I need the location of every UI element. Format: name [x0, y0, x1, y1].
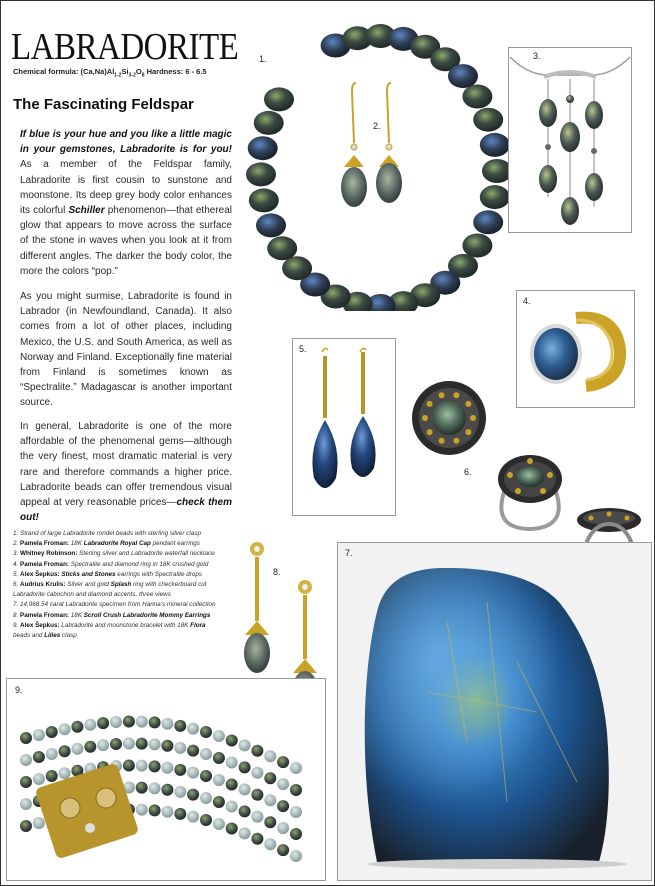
bracelet-bead: [239, 739, 251, 751]
bracelet-bead: [187, 723, 199, 735]
bracelet-bead: [174, 786, 186, 798]
bracelet-bead: [149, 782, 161, 794]
bracelet-bead: [161, 806, 173, 818]
gold-bead: [422, 415, 428, 421]
bracelet-bead: [200, 814, 212, 826]
bracelet-bead: [213, 818, 225, 830]
paragraph-3: In general, Labradorite is one of the more affordable of the phenomenal gems—although the very finest, most dramatic material is very rare and therefore commands a higher price. Labradorite beads can offer tremendous visual appeal at very reasonable prices—check them out!: [20, 421, 232, 524]
gold-bead: [465, 401, 471, 407]
caption-item: 8. Pamela Froman: 18K Scroll Crush Labradorite Mommy Earrings: [13, 611, 211, 619]
bracelet-bead: [97, 717, 109, 729]
waterfall-necklace-image: [508, 47, 632, 233]
hardness-label: Hardness: 6 - 6.5: [146, 67, 207, 76]
bracelet-bead: [161, 740, 173, 752]
bracelet-bead: [226, 735, 238, 747]
bead: [448, 64, 478, 88]
bead: [267, 236, 297, 260]
bracelet-bead: [84, 719, 96, 731]
bead: [249, 188, 279, 212]
bracelet-bead: [277, 778, 289, 790]
bracelet-bead: [264, 838, 276, 850]
bracelet-bead: [174, 808, 186, 820]
caption-item: 2. Pamela Froman: 18K Labradorite Royal Cap pendant earrings: [13, 540, 200, 548]
caption-item: 1. Strand of large Labradorite rondel beads with sterling silver clasp: [13, 530, 201, 537]
bracelet-bead: [136, 782, 148, 794]
bead: [462, 85, 492, 109]
bracelet-bead: [226, 779, 238, 791]
caption-item: beads and Lilies clasp: [13, 632, 77, 640]
bracelet-bead: [239, 827, 251, 839]
bracelet-bead: [123, 716, 135, 728]
gold-bead: [439, 392, 445, 398]
bead: [282, 256, 312, 280]
bracelet-bead: [251, 767, 263, 779]
bracelet-bead: [226, 801, 238, 813]
bracelet-bead: [213, 774, 225, 786]
caption-item: 5. Alex Šepkus: Sticks and Stones earrings with Spectralite drops: [13, 570, 203, 578]
caption-list: [13, 529, 263, 641]
bracelet-bead: [20, 754, 32, 766]
bracelet-bead: [33, 729, 45, 741]
bracelet-bead: [213, 752, 225, 764]
figure-number-9: 9.: [15, 685, 23, 695]
caption-item: 7. 14,968.54 carat Labradorite specimen from Hanna’s mineral collection: [13, 601, 216, 609]
gold-bead: [465, 429, 471, 435]
bracelet-bead: [187, 745, 199, 757]
caption-item: 9. Alex Šepkus: Labradorite and moonstone bracelet with 18K Flora: [13, 621, 206, 629]
bead: [264, 87, 294, 111]
figure-number-1: 1.: [259, 54, 267, 64]
bracelet-bead: [33, 773, 45, 785]
bracelet-bead: [251, 789, 263, 801]
bracelet-bead: [290, 806, 302, 818]
figure-number-5: 5.: [299, 344, 307, 354]
bracelet-bead: [213, 730, 225, 742]
bead: [462, 234, 492, 258]
bracelet-bead: [71, 743, 83, 755]
bracelet-bead: [187, 811, 199, 823]
bracelet-bead: [46, 748, 58, 760]
figure-number-4: 4.: [523, 296, 531, 306]
bead: [480, 133, 510, 157]
bracelet-bead: [174, 742, 186, 754]
splash-ring-angle-view: [485, 449, 575, 533]
bracelet-bead: [187, 767, 199, 779]
bracelet-bead: [251, 833, 263, 845]
bracelet-bead: [149, 716, 161, 728]
gold-bead: [453, 438, 459, 444]
caption-item: 4. Pamela Froman: Spectralite and diamond ring in 18K crushed gold: [13, 560, 209, 568]
bracelet-bead: [71, 721, 83, 733]
bracelet-bead: [136, 716, 148, 728]
bracelet-bead: [110, 738, 122, 750]
bracelet-bead: [200, 748, 212, 760]
labradorite-specimen-image: [337, 542, 652, 881]
bracelet-bead: [239, 783, 251, 795]
bracelet-bead: [251, 745, 263, 757]
gold-bead: [427, 429, 433, 435]
bracelet-bead: [149, 738, 161, 750]
bracelet-bead: [264, 772, 276, 784]
royal-cap-earrings-image: [336, 79, 426, 219]
bracelet-bead: [59, 767, 71, 779]
gold-bead: [453, 392, 459, 398]
bracelet-bead: [161, 762, 173, 774]
bracelet-bead: [239, 805, 251, 817]
figure-number-8: 8.: [273, 567, 281, 577]
bracelet-bead: [33, 751, 45, 763]
bracelet-bead: [110, 716, 122, 728]
bracelet-bead: [277, 822, 289, 834]
bracelet-bead: [46, 726, 58, 738]
bracelet-bead: [290, 850, 302, 862]
bracelet-bead: [136, 738, 148, 750]
caption-item: 6. Audrius Krulis: Silver and gold Splash ring with checkerboard cut: [13, 581, 207, 589]
bead: [256, 213, 286, 237]
bracelet-bead: [187, 789, 199, 801]
sticks-stones-earrings-image: [292, 338, 396, 516]
figure-number-2: 2.: [373, 121, 381, 131]
bracelet-bead: [97, 739, 109, 751]
bracelet-bead: [277, 756, 289, 768]
bead: [473, 210, 503, 234]
bracelet-bead: [290, 828, 302, 840]
bracelet-bead: [174, 720, 186, 732]
splash-ring-top-view: [409, 377, 489, 459]
bracelet-bead: [226, 823, 238, 835]
bracelet-bead: [20, 732, 32, 744]
bracelet-bead: [226, 757, 238, 769]
bead: [480, 185, 510, 209]
figure-number-3: 3.: [533, 51, 541, 61]
bead: [248, 136, 278, 160]
bracelet-bead: [290, 762, 302, 774]
paragraph-1: If blue is your hue and you like a little magic in your gemstones, Labradorite is for you! As a member of the Feldspar family, Labradorite is first cousin to sunstone and moonstone. Its deep grey body color enhances its colorful Schiller phenomenon—that ethereal glow that appears to move across the surface of the stone in waves when you look at it from different angles. The darker the body color, the more the colors “pop.”: [20, 129, 232, 277]
bracelet-bead: [264, 816, 276, 828]
bracelet-bead: [59, 723, 71, 735]
gold-bead: [470, 415, 476, 421]
bracelet-bead: [200, 792, 212, 804]
article-subtitle: The Fascinating Feldspar: [13, 96, 194, 113]
caption-item: Labradorite cabochon and diamond accents, three views: [13, 591, 171, 599]
chemical-formula: Chemical formula: $(Ca,Na)Al_{1-2}Si_{3-2}O_8$ Hardness: 6 - 6.5: [13, 67, 207, 79]
bead: [473, 108, 503, 132]
bracelet-bead: [161, 718, 173, 730]
bracelet-bead: [239, 761, 251, 773]
gold-bead: [427, 401, 433, 407]
spectralite-ring-image: [516, 290, 635, 408]
bracelet-bead: [264, 794, 276, 806]
bracelet-bead: [123, 738, 135, 750]
bracelet-bead: [174, 764, 186, 776]
bracelet-bead: [200, 726, 212, 738]
bracelet-bead: [84, 741, 96, 753]
bracelet-bead: [136, 804, 148, 816]
bracelet-bead: [33, 817, 45, 829]
bracelet-bead: [251, 811, 263, 823]
paragraph-2: As you might surmise, Labradorite is found in Labrador (in Newfoundland, Canada). It also comes from a lot of other places, including Mexico, the U.S. and South America, as well as Norway and Finland. Exceptionally fine material from Finland is sometimes known as “Spectralite.” Madagascar is another important source.: [20, 291, 232, 409]
figure-number-7: 7.: [345, 548, 353, 558]
page-title: LABRADORITE: [11, 27, 239, 69]
gold-bead: [439, 438, 445, 444]
flora-bracelet-image: [6, 678, 326, 881]
bracelet-bead: [46, 770, 58, 782]
bracelet-bead: [264, 750, 276, 762]
bracelet-bead: [59, 745, 71, 757]
bracelet-bead: [277, 844, 289, 856]
bracelet-bead: [123, 760, 135, 772]
figure-number-6: 6.: [464, 467, 472, 477]
bracelet-bead: [213, 796, 225, 808]
caption-item: 3. Whitney Robinson: Sterling silver and Labradorite waterfall necklace: [13, 550, 215, 558]
bracelet-bead: [161, 784, 173, 796]
bracelet-bead: [200, 770, 212, 782]
bracelet-bead: [149, 760, 161, 772]
bracelet-bead: [136, 760, 148, 772]
bracelet-bead: [149, 804, 161, 816]
bracelet-bead: [20, 776, 32, 788]
bead: [254, 111, 284, 135]
bead: [246, 162, 276, 186]
bracelet-bead: [290, 784, 302, 796]
bracelet-bead: [277, 800, 289, 812]
bracelet-bead: [20, 820, 32, 832]
bracelet-bead: [20, 798, 32, 810]
